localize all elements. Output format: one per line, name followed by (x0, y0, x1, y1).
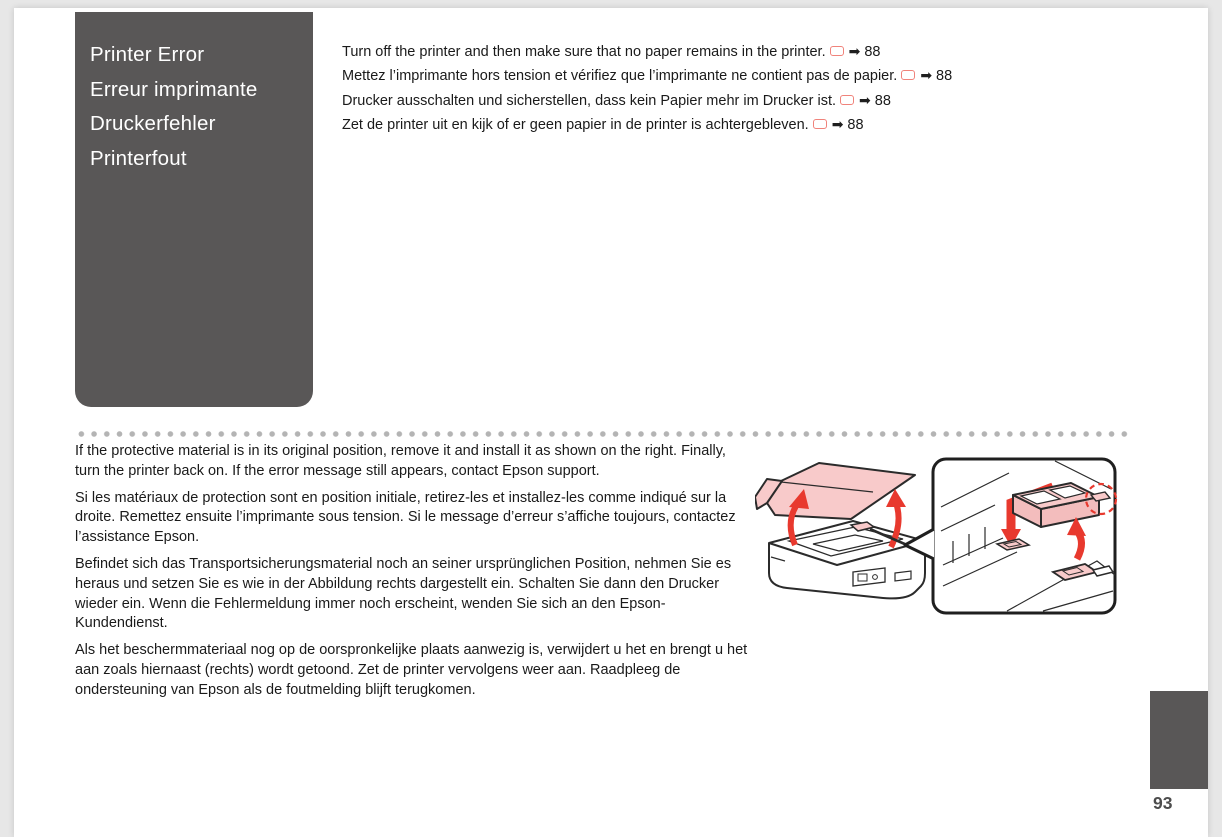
page-number: 93 (1153, 793, 1173, 813)
instruction-text: Turn off the printer and then make sure that no paper remains in the printer. (342, 44, 826, 60)
go-to-page-arrow-icon: ➡ (831, 115, 844, 132)
page-ref-number: 88 (864, 44, 881, 60)
instruction-text: Drucker ausschalten und sicherstellen, dass kein Papier mehr im Drucker ist. (342, 92, 837, 109)
printer-illustration (755, 445, 1125, 623)
page-ref-number: 88 (936, 68, 953, 85)
paragraph-nl: Als het beschermmateriaal nog op de oorspronkelijke plaats aanwezig is, verwijdert u het en brengt u het aan zoals hiernaast (rechts) wordt getoond. Zet de printer vervolgens weer aan. Raadpleeg de ondersteuning van Epson als de foutmelding blijft terugkomen. (75, 642, 748, 698)
section-title-en: Printer Error (90, 43, 205, 66)
page-reference-icon (901, 70, 915, 80)
page-ref-number: 88 (847, 116, 864, 133)
go-to-page-arrow-icon: ➡ (859, 91, 871, 108)
instructions-block (342, 39, 952, 136)
instruction-line-fr (342, 63, 952, 87)
page-reference-icon (813, 119, 827, 129)
section-title-box (75, 12, 313, 407)
instruction-line-nl (342, 112, 952, 136)
body-text (75, 442, 751, 708)
page-reference-icon (830, 46, 844, 56)
instruction-line-en (342, 39, 952, 63)
page-ref-number: 88 (874, 92, 891, 109)
open-printer-drawing (755, 463, 925, 598)
instruction-line-de (342, 88, 952, 112)
callout-detail-drawing (905, 459, 1116, 613)
section-title-de: Druckerfehler (90, 112, 216, 136)
manual-page (14, 8, 1208, 837)
paragraph-en: If the protective material is in its original position, remove it and install it as shown on the right. Finally, turn the printer back on. If the error message still appears, contact Epson support. (75, 443, 726, 479)
go-to-page-arrow-icon: ➡ (920, 67, 933, 84)
paragraph-de: Befindet sich das Transportsicherungsmaterial noch an seiner ursprünglichen Position, nehmen Sie es heraus und setzen Sie es wie in der Abbildung rechts dargestellt ein. Schalten Sie dann den Drucker wieder ein. Wenn die Fehlermeldung immer noch erscheint, wenden Sie sich an den Epson-Kundendienst. (75, 555, 732, 632)
dotted-separator (75, 430, 1133, 438)
section-title-fr: Erreur imprimante (90, 77, 258, 101)
instruction-text: Mettez l’imprimante hors tension et vérifiez que l’imprimante ne contient pas de papier. (342, 68, 898, 85)
instruction-text: Zet de printer uit en kijk of er geen papier in de printer is achtergebleven. (342, 116, 809, 133)
section-index-tab (1150, 691, 1208, 789)
section-title-nl: Printerfout (90, 147, 187, 171)
go-to-page-arrow-icon: ➡ (848, 43, 861, 59)
page-reference-icon (840, 95, 854, 105)
paragraph-fr: Si les matériaux de protection sont en position initiale, retirez-les et installez-les comme indiqué sur la droite. Remettez ensuite l’imprimante sous tension. Si le message d’erreur s’affiche toujours, contactez l’assistance Epson. (75, 489, 736, 546)
